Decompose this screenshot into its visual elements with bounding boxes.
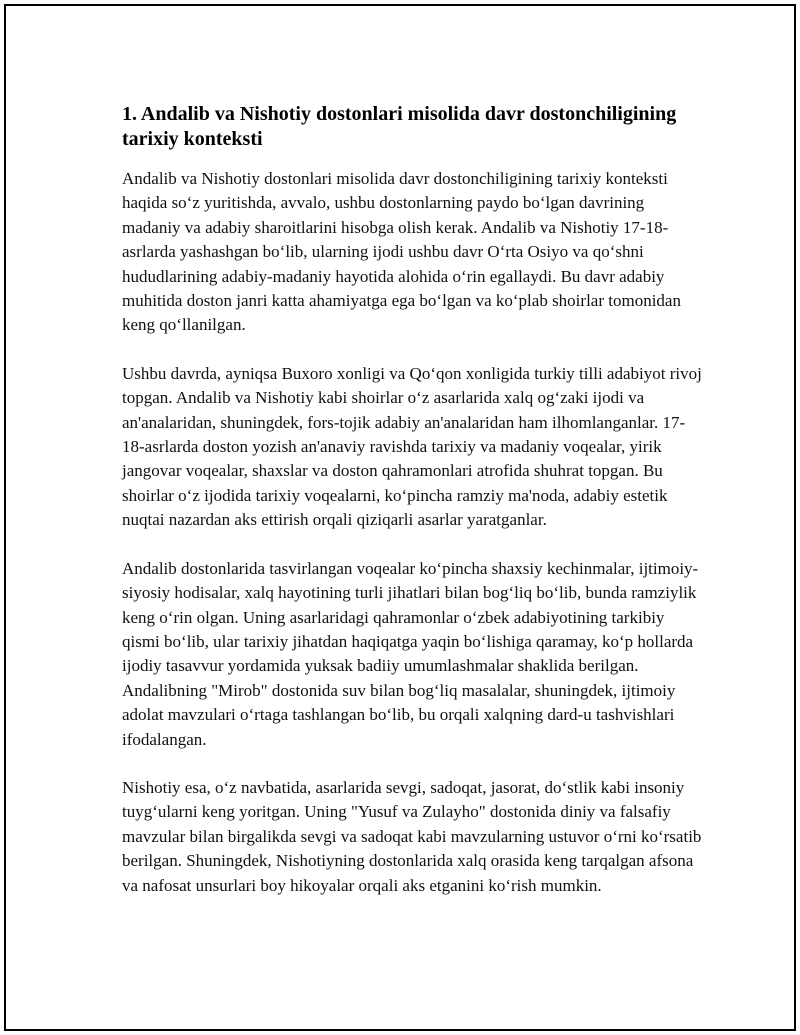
document-body <box>122 102 702 922</box>
section-heading: 1. Andalib va Nishotiy dostonlari misolida davr dostonchiligining tarixiy konteksti <box>122 103 677 150</box>
paragraph-4: Nishotiy esa, o‘z navbatida, asarlarida sevgi, sadoqat, jasorat, do‘stlik kabi insoniy tuyg‘ularni keng yoritgan. Uning "Yusuf va Zulayho" dostonida diniy va falsafiy mavzular bilan birgalikda sevgi va sadoqat kabi mavzularning ustuvor o‘rni ko‘rsatib berilgan. Shuningdek, Nishotiyning dostonlarida xalq orasida keng tarqalgan afsona va nafosat unsurlari boy hikoyalar orqali aks etganini ko‘rish mumkin. <box>122 777 702 895</box>
paragraph-3: Andalib dostonlarida tasvirlangan voqealar ko‘pincha shaxsiy kechinmalar, ijtimoiy-siyosiy hodisalar, xalq hayotining turli jihatlari bilan bog‘liq bo‘lib, bunda ramziylik keng o‘rin olgan. Uning asarlaridagi qahramonlar o‘zbek adabiyotining tarkibiy qismi bo‘lib, ular tarixiy jihatdan haqiqatga yaqin bo‘lishiga qaramay, ko‘p hollarda ijodiy tasavvur yordamida yuksak badiiy umumlashmalar shaklida berilgan. Andalibning "Mirob" dostonida suv bilan bog‘liq masalalar, shuningdek, ijtimoiy adolat mavzulari o‘rtaga tashlangan bo‘lib, bu orqali xalqning dard-u tashvishlari ifodalangan. <box>122 558 699 749</box>
page-frame <box>4 4 796 1031</box>
paragraph-2: Ushbu davrda, ayniqsa Buxoro xonligi va Qo‘qon xonligida turkiy tilli adabiyot rivoj topgan. Andalib va Nishotiy kabi shoirlar o‘z asarlarida xalq og‘zaki ijodi va an'analaridan, shuningdek, fors-tojik adabiy an'analaridan ham ilhomlanganlar. 17-18-asrlarda doston yozish an'anaviy ravishda tarixiy va madaniy voqealar, yirik jangovar voqealar, shaxslar va doston qahramonlari atrofida shuhrat topgan. Bu shoirlar o‘z ijodida tarixiy voqealarni, ko‘pincha ramziy ma'noda, adabiy estetik nuqtai nazardan aks ettirish orqali qiziqarli asarlar yaratganlar. <box>122 363 702 530</box>
paragraph-1: Andalib va Nishotiy dostonlari misolida davr dostonchiligining tarixiy konteksti haqida so‘z yuritishda, avvalo, ushbu dostonlarning paydo bo‘lgan davrining madaniy va adabiy sharoitlarini hisobga olish kerak. Andalib va Nishotiy 17-18-asrlarda yashashgan bo‘lib, ularning ijodi ushbu davr O‘rta Osiyo va qo‘shni hududlarining adabiy-madaniy hayotida alohida o‘rin egallaydi. Bu davr adabiy muhitida doston janri katta ahamiyatga ega bo‘lgan va ko‘plab shoirlar tomonidan keng qo‘llanilgan. <box>122 169 681 335</box>
